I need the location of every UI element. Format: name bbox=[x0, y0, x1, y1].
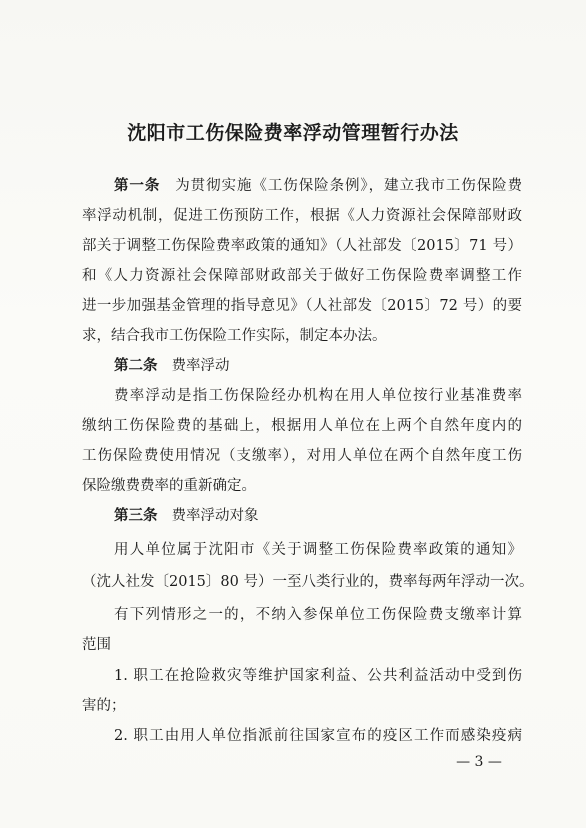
document-title: 沈阳市工伤保险费率浮动管理暂行办法 bbox=[127, 122, 459, 144]
article-3-line-1: 用人单位属于沈阳市《关于调整工伤保险费率政策的通知》 bbox=[114, 542, 522, 558]
item-1-line-2: 害的； bbox=[82, 698, 126, 714]
article-3-heading: 第三条 bbox=[114, 507, 158, 524]
article-2-heading-line bbox=[114, 356, 522, 376]
article-1-line-2: 率浮动机制，促进工伤预防工作，根据《人力资源社会保障部财政 bbox=[82, 208, 522, 224]
article-1-heading: 第一条 bbox=[114, 177, 161, 194]
article-2-line-2: 缴纳工伤保险费的基础上，根据用人单位在上两个自然年度内的 bbox=[82, 418, 522, 434]
article-2-title: 费率浮动 bbox=[171, 358, 230, 374]
article-1-text: 为贯彻实施《工伤保险条例》，建立我市工伤保险费 bbox=[174, 178, 523, 194]
article-1-line-4: 和《人力资源社会保障部财政部关于做好工伤保险费率调整工作 bbox=[82, 268, 522, 284]
item-2-line-1: 2. 职工由用人单位指派前往国家宣布的疫区工作而感染疫病 bbox=[114, 728, 522, 744]
article-1-line-5: 进一步加强基金管理的指导意见》（人社部发〔2015〕72 号）的要 bbox=[82, 298, 522, 314]
exclusion-line-1: 有下列情形之一的，不纳入参保单位工伤保险费支缴率计算 bbox=[114, 607, 522, 623]
article-1-line-1 bbox=[114, 176, 522, 196]
article-3-title: 费率浮动对象 bbox=[171, 508, 259, 524]
article-2-line-1: 费率浮动是指工伤保险经办机构在用人单位按行业基准费率 bbox=[114, 388, 522, 404]
article-2-line-4: 保险缴费费率的重新确定。 bbox=[82, 478, 256, 494]
article-3-heading-line bbox=[114, 506, 522, 526]
item-1-line-1: 1. 职工在抢险救灾等维护国家利益、公共利益活动中受到伤 bbox=[114, 668, 522, 684]
exclusion-line-2: 范围 bbox=[82, 637, 111, 653]
article-3-line-2: （沈人社发〔2015〕80 号）一至八类行业的，费率每两年浮动一次。 bbox=[82, 574, 534, 590]
article-1-line-6: 求，结合我市工伤保险工作实际，制定本办法。 bbox=[82, 328, 387, 344]
article-2-line-3: 工伤保险费使用情况（支缴率），对用人单位在两个自然年度工伤 bbox=[82, 448, 522, 464]
article-1-line-3: 部关于调整工伤保险费率政策的通知》（人社部发〔2015〕71 号） bbox=[82, 238, 522, 254]
page-number: — 3 — bbox=[456, 754, 502, 770]
article-2-heading: 第二条 bbox=[114, 357, 158, 374]
